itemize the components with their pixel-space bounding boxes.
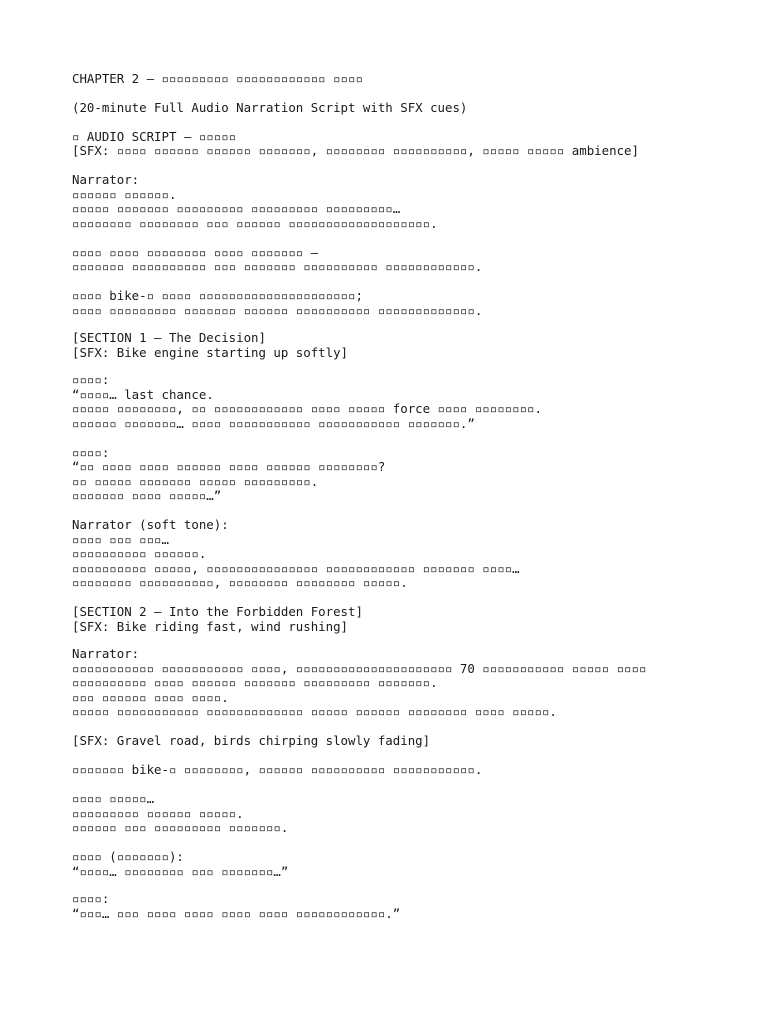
audio-script-header xyxy=(72,130,732,159)
paragraph-line: ▫▫▫▫▫▫▫▫▫▫▫ ▫▫▫▫▫▫▫▫▫▫▫ ▫▫▫▫, ▫▫▫▫▫▫▫▫▫▫▫▫▫▫▫▫▫▫▫▫▫ 70 ▫▫▫▫▫▫▫▫▫▫▫ ▫▫▫▫▫ ▫▫▫▫ xyxy=(72,660,647,676)
dialogue-line: “▫▫ ▫▫▫▫ ▫▫▫▫ ▫▫▫▫▫▫ ▫▫▫▫ ▫▫▫▫▫▫ ▫▫▫▫▫▫▫▫? xyxy=(72,459,386,474)
narrator-paragraph xyxy=(72,518,732,591)
dialogue-line: ▫▫▫▫▫▫ ▫▫▫▫▫▫▫… ▫▫▫▫ ▫▫▫▫▫▫▫▫▫▫▫ ▫▫▫▫▫▫▫▫▫▫▫ ▫▫▫▫▫▫▫.” xyxy=(72,415,475,431)
audio-script-heading: ▫ AUDIO SCRIPT — ▫▫▫▫▫ xyxy=(72,128,237,144)
paragraph-line: ▫▫▫▫▫▫▫▫▫ ▫▫▫▫▫▫ ▫▫▫▫▫. xyxy=(72,805,244,821)
speaker-label: Narrator: xyxy=(72,646,140,661)
speaker-label: Narrator (soft tone): xyxy=(72,517,229,532)
dialogue xyxy=(72,850,732,879)
paragraph-line: ▫▫▫▫ bike-▫ ▫▫▫▫ ▫▫▫▫▫▫▫▫▫▫▫▫▫▫▫▫▫▫▫▫▫; xyxy=(72,288,363,303)
narrator-paragraph xyxy=(72,647,732,720)
dialogue xyxy=(72,892,732,921)
paragraph-line: ▫▫▫▫▫ ▫▫▫▫▫▫▫▫▫▫▫ ▫▫▫▫▫▫▫▫▫▫▫▫▫ ▫▫▫▫▫ ▫▫▫▫▫▫ ▫▫▫▫▫▫▫▫ ▫▫▫▫ ▫▫▫▫▫. xyxy=(72,704,557,719)
speaker-label: ▫▫▫▫: xyxy=(72,372,110,387)
paragraph xyxy=(72,289,732,318)
sfx-cue: [SFX: Bike riding fast, wind rushing] xyxy=(72,618,349,634)
paragraph-line: ▫▫▫▫▫▫ ▫▫▫ ▫▫▫▫▫▫▫▫▫ ▫▫▫▫▫▫▫. xyxy=(72,820,289,835)
section-heading: [SECTION 2 – Into the Forbidden Forest] xyxy=(72,604,363,619)
paragraph-line: ▫▫▫▫ ▫▫▫▫ ▫▫▫▫▫▫▫▫ ▫▫▫▫ ▫▫▫▫▫▫▫ — xyxy=(72,244,319,260)
dialogue-line: “▫▫▫▫… ▫▫▫▫▫▫▫▫ ▫▫▫ ▫▫▫▫▫▫▫…” xyxy=(72,863,289,879)
paragraph-line: ▫▫▫▫▫▫▫ ▫▫▫▫▫▫▫▫▫▫ ▫▫▫ ▫▫▫▫▫▫▫ ▫▫▫▫▫▫▫▫▫▫ ▫▫▫▫▫▫▫▫▫▫▫▫. xyxy=(72,259,483,274)
paragraph-line: ▫▫▫▫▫▫▫▫▫▫ ▫▫▫▫ ▫▫▫▫▫▫ ▫▫▫▫▫▫▫ ▫▫▫▫▫▫▫▫▫ ▫▫▫▫▫▫▫. xyxy=(72,675,438,690)
paragraph-line: ▫▫▫▫▫▫▫▫▫▫ ▫▫▫▫▫, ▫▫▫▫▫▫▫▫▫▫▫▫▫▫▫ ▫▫▫▫▫▫▫▫▫▫▫▫ ▫▫▫▫▫▫▫ ▫▫▫▫… xyxy=(72,560,520,576)
paragraph-line: ▫▫▫▫▫▫▫ bike-▫ ▫▫▫▫▫▫▫▫, ▫▫▫▫▫▫ ▫▫▫▫▫▫▫▫▫▫ ▫▫▫▫▫▫▫▫▫▫▫. xyxy=(72,762,483,777)
script-page xyxy=(72,71,732,936)
dialogue-line: “▫▫▫▫… last chance. xyxy=(72,386,214,402)
paragraph-line: ▫▫▫▫ ▫▫▫▫▫▫▫▫▫ ▫▫▫▫▫▫▫ ▫▫▫▫▫▫ ▫▫▫▫▫▫▫▫▫▫ ▫▫▫▫▫▫▫▫▫▫▫▫▫. xyxy=(72,302,483,318)
dialogue-line: ▫▫ ▫▫▫▫▫ ▫▫▫▫▫▫▫ ▫▫▫▫▫ ▫▫▫▫▫▫▫▫▫. xyxy=(72,473,319,489)
paragraph-line: ▫▫▫▫▫▫ ▫▫▫▫▫▫. xyxy=(72,186,177,202)
subtitle-text: (20-minute Full Audio Narration Script with SFX cues) xyxy=(72,99,468,115)
paragraph-line: ▫▫▫▫ ▫▫▫ ▫▫▫… xyxy=(72,531,169,547)
dialogue-line: ▫▫▫▫▫ ▫▫▫▫▫▫▫▫, ▫▫ ▫▫▫▫▫▫▫▫▫▫▫▫ ▫▫▫▫ ▫▫▫▫▫ force ▫▫▫▫ ▫▫▫▫▫▫▫▫. xyxy=(72,401,542,416)
paragraph-line: ▫▫▫▫▫▫▫▫ ▫▫▫▫▫▫▫▫▫▫, ▫▫▫▫▫▫▫▫ ▫▫▫▫▫▫▫▫ ▫▫▫▫▫. xyxy=(72,575,408,590)
speaker-label: ▫▫▫▫ (▫▫▫▫▫▫▫): xyxy=(72,849,184,864)
paragraph xyxy=(72,763,732,778)
narrator-paragraph xyxy=(72,173,732,231)
paragraph-line: ▫▫▫ ▫▫▫▫▫▫ ▫▫▫▫ ▫▫▫▫. xyxy=(72,689,229,705)
sfx-cue: [SFX: Bike engine starting up softly] xyxy=(72,344,349,360)
sfx-cue: [SFX: ▫▫▫▫ ▫▫▫▫▫▫ ▫▫▫▫▫▫ ▫▫▫▫▫▫▫, ▫▫▫▫▫▫▫▫ ▫▫▫▫▫▫▫▫▫▫, ▫▫▫▫▫ ▫▫▫▫▫ ambience] xyxy=(72,143,639,158)
chapter-title-text: CHAPTER 2 – ▫▫▫▫▫▫▫▫▫ ▫▫▫▫▫▫▫▫▫▫▫▫ ▫▫▫▫ xyxy=(72,71,363,86)
dialogue xyxy=(72,373,732,431)
paragraph xyxy=(72,246,732,275)
paragraph xyxy=(72,792,732,836)
paragraph-line: ▫▫▫▫▫▫▫▫ ▫▫▫▫▫▫▫▫ ▫▫▫ ▫▫▫▫▫▫ ▫▫▫▫▫▫▫▫▫▫▫▫▫▫▫▫▫▫▫. xyxy=(72,215,438,231)
subtitle xyxy=(72,101,732,116)
speaker-label: ▫▫▫▫: xyxy=(72,891,110,906)
dialogue xyxy=(72,446,732,504)
paragraph-line: ▫▫▫▫ ▫▫▫▫▫… xyxy=(72,791,155,806)
chapter-title xyxy=(72,71,732,86)
speaker-label: ▫▫▫▫: xyxy=(72,444,110,460)
dialogue-line: “▫▫▫… ▫▫▫ ▫▫▫▫ ▫▫▫▫ ▫▫▫▫ ▫▫▫▫ ▫▫▫▫▫▫▫▫▫▫▫▫.” xyxy=(72,905,401,921)
sfx-cue: [SFX: Gravel road, birds chirping slowly fading] xyxy=(72,733,431,748)
sfx-cue-block xyxy=(72,734,732,749)
speaker-label: Narrator: xyxy=(72,172,140,187)
paragraph-line: ▫▫▫▫▫ ▫▫▫▫▫▫▫ ▫▫▫▫▫▫▫▫▫ ▫▫▫▫▫▫▫▫▫ ▫▫▫▫▫▫▫▫▫… xyxy=(72,201,401,216)
dialogue-line: ▫▫▫▫▫▫▫ ▫▫▫▫ ▫▫▫▫▫…” xyxy=(72,488,222,503)
section-1-header xyxy=(72,331,732,360)
paragraph-line: ▫▫▫▫▫▫▫▫▫▫ ▫▫▫▫▫▫. xyxy=(72,546,207,561)
section-2-header xyxy=(72,605,732,634)
section-heading: [SECTION 1 – The Decision] xyxy=(72,330,266,345)
